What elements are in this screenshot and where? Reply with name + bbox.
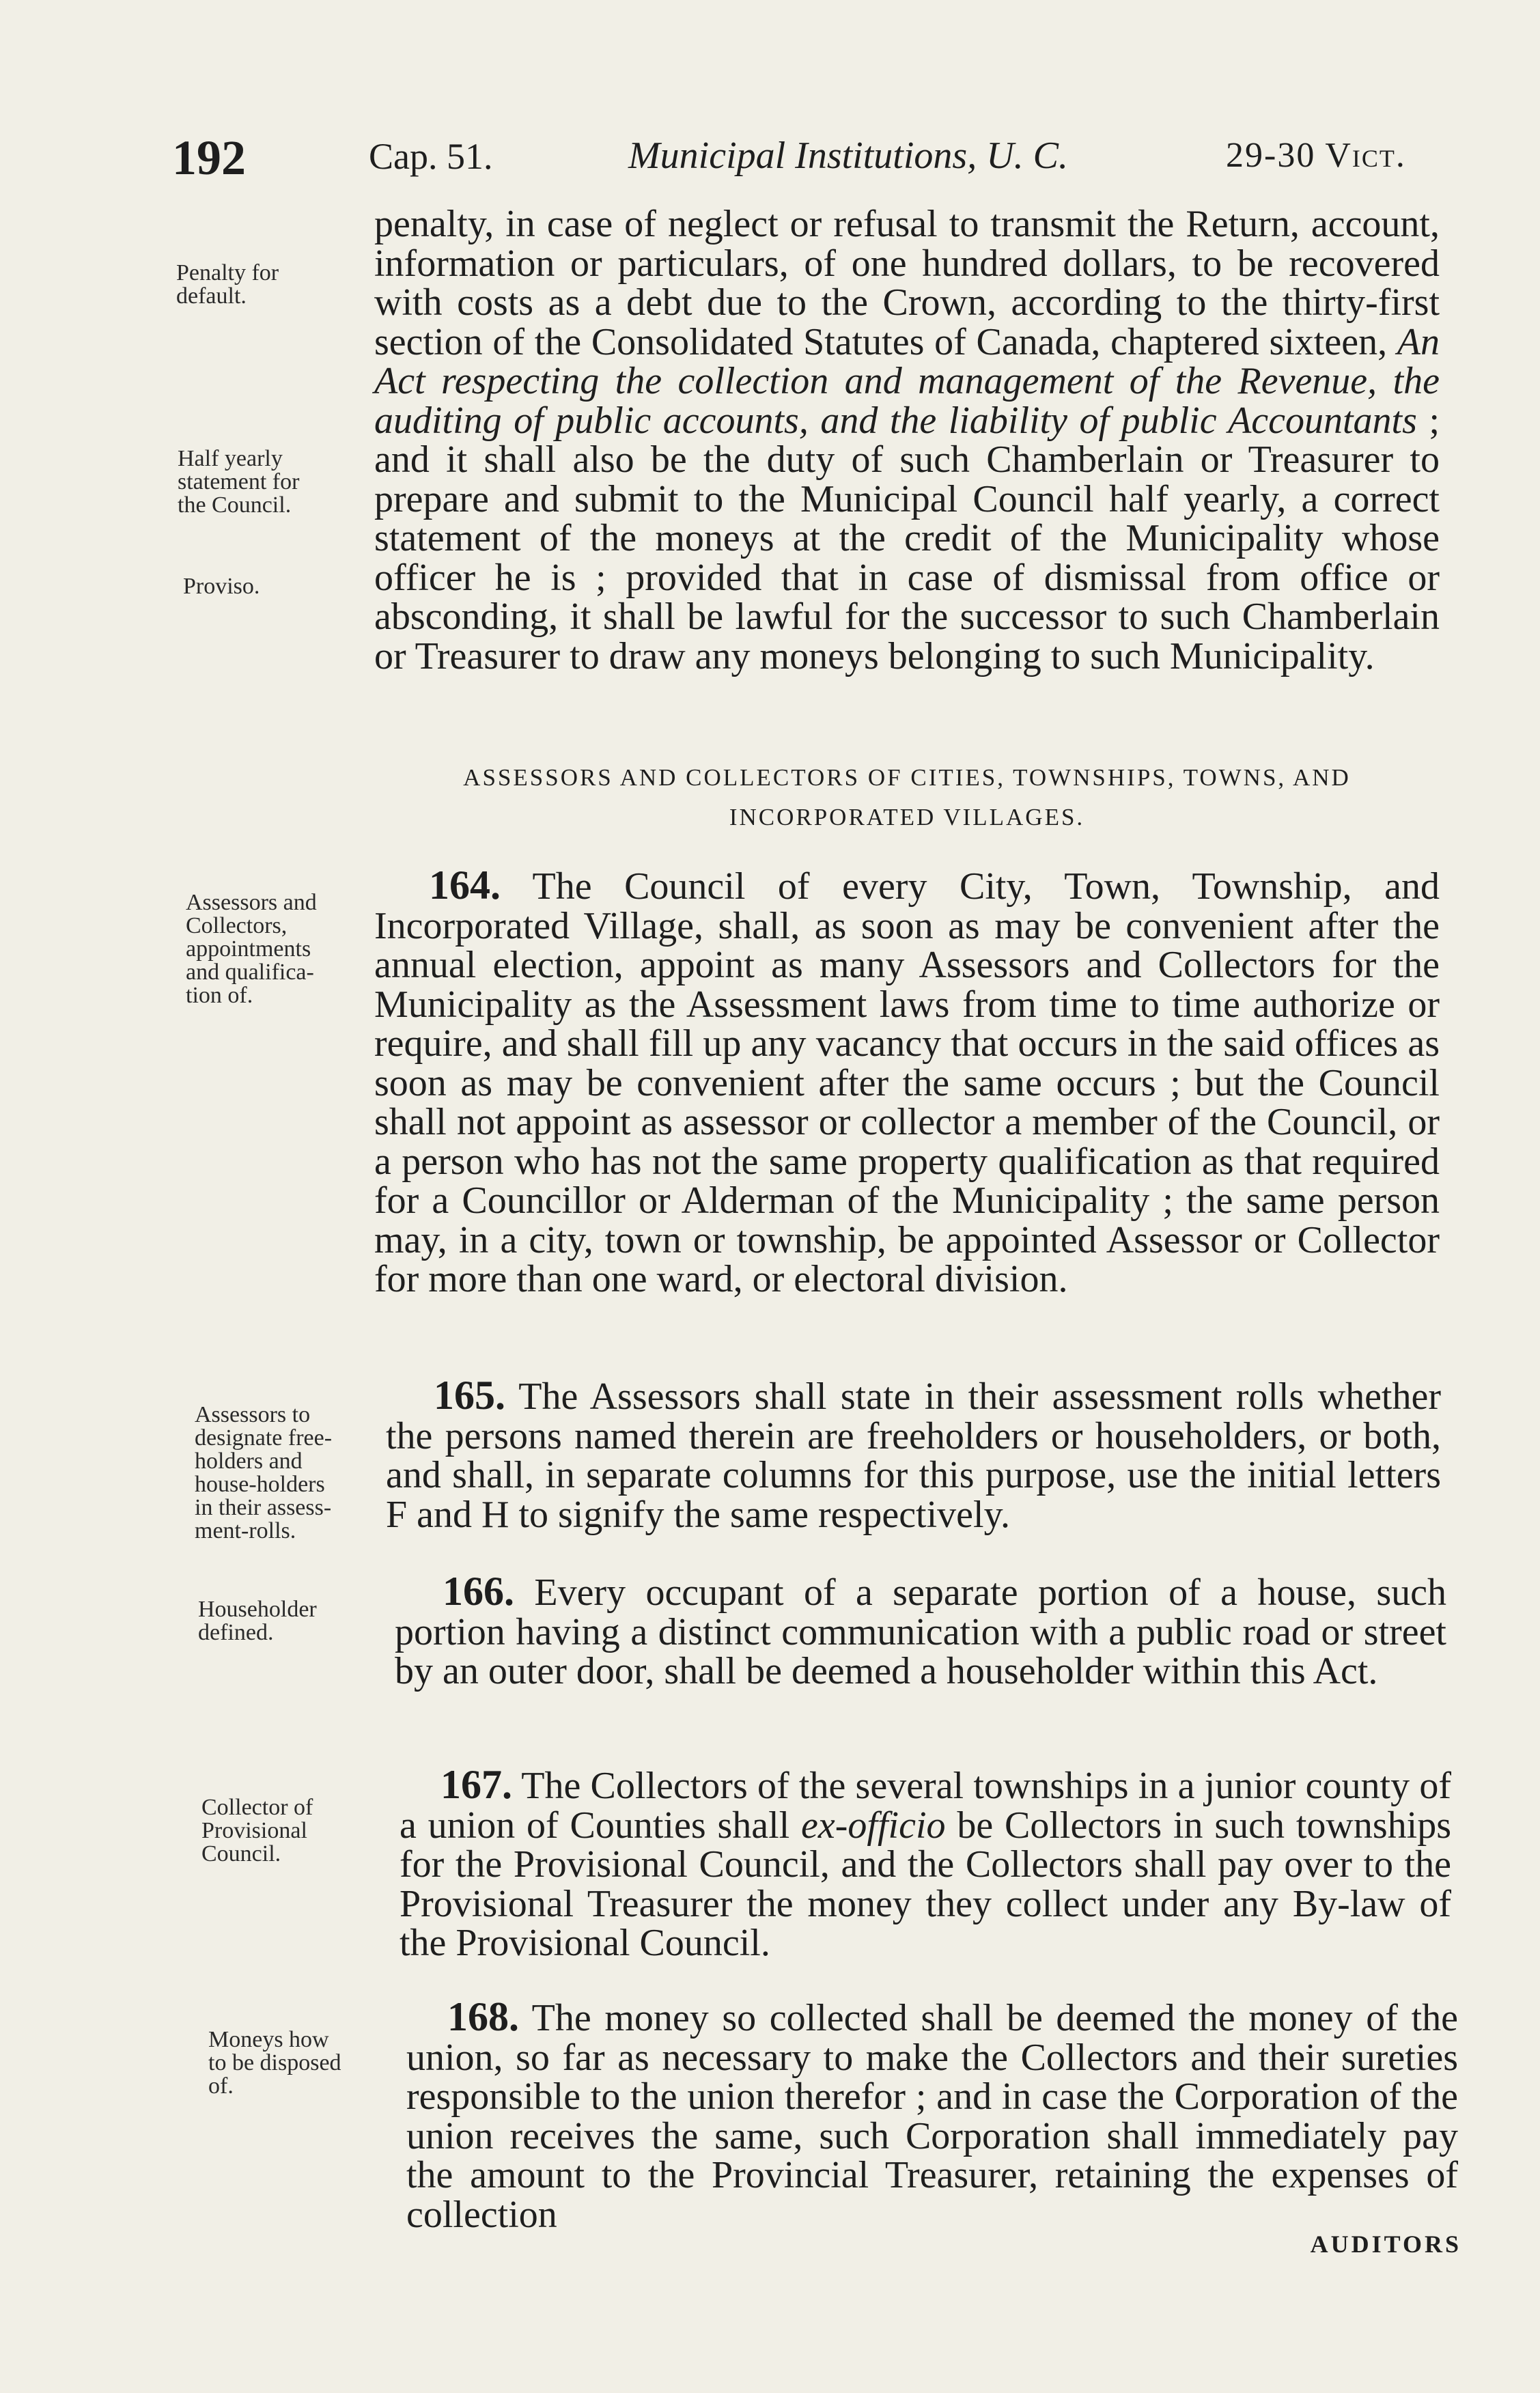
margin-note-line: defined.: [198, 1620, 274, 1645]
margin-note-line: and qualifica-: [186, 960, 314, 985]
section-text: The Council of every City, Town, Township, and Incorporated Village, shall, as soon as may be convenient after the annual election, appoint as many Assessors and Collectors for the Municipality as the Assessment laws from time to time authorize or require, and shall fill up any vacancy that occurs in the said offices as soon as may be convenient after the same occurs ; but the Council shall not appoint as assessor or collector a member of the Council, or a person who has not the same property qualification as that required for a Councillor or Alderman of the Municipality ; the same person may, in a city, town or township, be appointed Assessor or Collector for more than one ward, or electoral division.: [374, 865, 1440, 1300]
section-text: The money so collected shall be deemed the money of the union, so far as necessary to make the Collectors and their sureties responsible to the union therefor ; and in case the Corporation of the union receives the same, such Corporation shall immediately pay the amount to the Provincial Treasurer, retaining the expenses of collection: [406, 1997, 1458, 2236]
margin-note-line: Provisional: [201, 1818, 307, 1843]
margin-note-line: the Council.: [178, 492, 292, 518]
paragraph-text: ; and it shall also be the duty of such Chamberlain or Treasurer to prepare and submit to the Municipal Council half yearly, a correct statement of the moneys at the credit of the Municipality whose officer he is ; provided that in case of dismissal from office or absconding, it shall be lawful for the successor to such Chamberlain or Treasurer to draw any moneys belonging to such Municipality.: [374, 399, 1440, 677]
margin-note-line: default.: [176, 283, 247, 309]
catchword: AUDITORS: [1310, 2230, 1461, 2258]
section-number: 164.: [429, 863, 501, 908]
margin-note-line: in their assess-: [195, 1495, 332, 1520]
act-title: An Act respecting the collection and management of the Revenue, the auditing of public accounts, and the liability of public Accountants: [374, 320, 1440, 442]
margin-note-line: to be disposed: [208, 2050, 341, 2075]
margin-note-line: of.: [208, 2073, 234, 2099]
section-text: The Collectors of the several townships in a junior county of a union of Counties shall: [400, 1765, 1451, 1847]
margin-note-line: tion of.: [186, 983, 253, 1008]
margin-note-line: appointments: [186, 936, 311, 962]
section-number: 167.: [440, 1762, 512, 1807]
section-164: [374, 863, 1440, 1300]
section-number: 166.: [443, 1569, 514, 1614]
section-text: be Collectors in such townships for the Provisional Council, and the Collectors shall pay over to the Provisional Treasurer the money they collect under any By-law of the Provisional Council.: [400, 1804, 1451, 1964]
section-heading-line: ASSESSORS AND COLLECTORS OF CITIES, TOWNSHIPS, TOWNS, AND: [463, 764, 1351, 791]
margin-note-householder: [198, 1598, 396, 1645]
margin-note-line: Half yearly: [178, 446, 283, 471]
margin-note-line: Proviso.: [183, 574, 260, 599]
regnal-year: 29-30 Vict.: [1226, 136, 1406, 175]
margin-note-line: Householder: [198, 1597, 317, 1622]
margin-note-line: house-holders: [195, 1472, 325, 1497]
margin-note-line: Collector of: [201, 1795, 313, 1820]
margin-note-line: Penalty for: [176, 260, 279, 285]
section-number: 168.: [447, 1994, 519, 2039]
margin-note-line: Moneys how: [208, 2027, 329, 2052]
running-title: Municipal Institutions, U. C.: [628, 135, 1068, 177]
margin-note-collector: [201, 1796, 400, 1866]
section-167: [400, 1762, 1451, 1964]
italic-term: ex-officio: [801, 1804, 946, 1847]
margin-note-line: ment-rolls.: [195, 1518, 296, 1543]
section-text: The Assessors shall state in their assessment rolls whether the persons named therein are freeholders or householders, or both, and shall, in separate columns for this purpose, use the initial letters F and H to signify the same respectively.: [386, 1375, 1441, 1536]
paragraph-text: penalty, in case of neglect or refusal to transmit the Return, account, information or particulars, of one hundred dollars, to be recovered with costs as a debt due to the Crown, according to the thirty-first section of the Consolidated Statutes of Canada, chaptered sixteen,: [374, 203, 1440, 363]
page-number: 192: [172, 130, 246, 185]
margin-note-half-yearly: [178, 447, 376, 517]
margin-note-line: holders and: [195, 1449, 303, 1474]
margin-note-line: statement for: [178, 469, 300, 494]
section-166: [395, 1569, 1446, 1692]
section-text: Every occupant of a separate portion of a house, such portion having a distinct communication with a public road or street by an outer door, shall be deemed a householder within this Act.: [395, 1571, 1446, 1692]
section-168: [406, 1994, 1458, 2236]
margin-note-assessors-designate: [195, 1403, 393, 1543]
section-heading-line: INCORPORATED VILLAGES.: [729, 804, 1085, 830]
margin-note-line: Assessors to: [195, 1402, 311, 1427]
margin-note-proviso: [183, 575, 381, 598]
margin-note-line: Assessors and: [186, 890, 317, 915]
chapter-label: Cap. 51.: [369, 136, 493, 177]
margin-note-assessors-appointment: [186, 891, 384, 1007]
margin-note-line: Council.: [201, 1841, 281, 1866]
page-header: [0, 130, 1540, 191]
section-number: 165.: [434, 1373, 505, 1418]
margin-note-line: Collectors,: [186, 913, 288, 938]
margin-note-moneys: [208, 2028, 406, 2098]
section-heading: [374, 758, 1440, 837]
margin-note-line: designate free-: [195, 1425, 333, 1451]
section-165: [386, 1373, 1441, 1536]
margin-note-penalty: [176, 262, 374, 308]
opening-paragraph: [374, 205, 1440, 676]
